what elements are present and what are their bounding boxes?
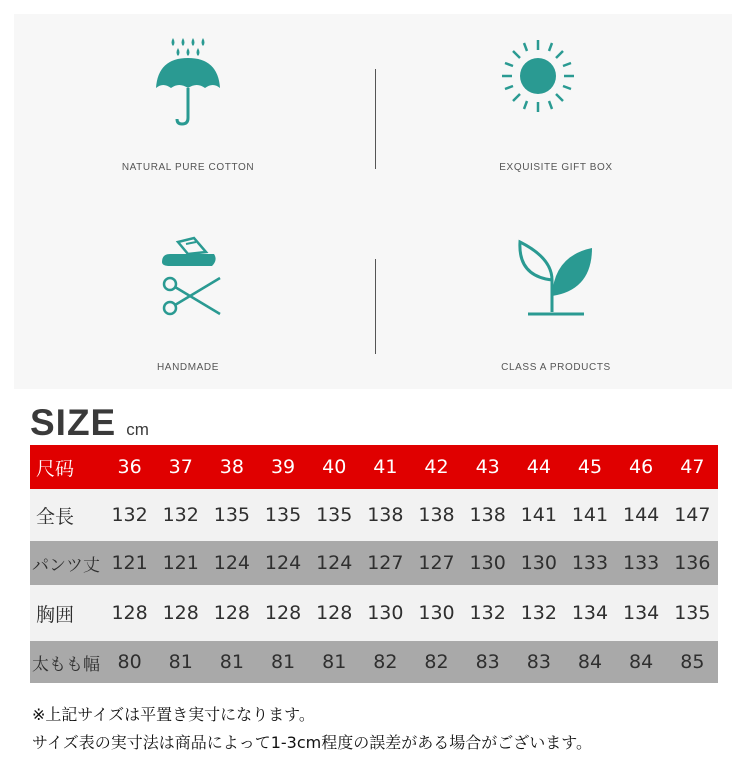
size-cell: 45 [577, 456, 603, 478]
leaf-plant-icon [426, 236, 686, 326]
row-label: 太もも幅 [32, 654, 100, 675]
table-cell: 124 [264, 552, 302, 574]
size-cell: 36 [117, 456, 142, 478]
sewing-scissors-icon [58, 236, 318, 326]
table-cell: 130 [520, 552, 557, 574]
feature-handmade [58, 236, 318, 373]
table-cell: 83 [526, 651, 551, 673]
table-cell: 141 [520, 504, 557, 526]
row-label: 胸囲 [36, 603, 75, 626]
size-unit: cm [126, 420, 149, 439]
table-cell: 133 [571, 552, 609, 574]
table-cell: 124 [316, 552, 353, 574]
size-cell: 47 [680, 456, 705, 478]
table-cell: 128 [316, 602, 353, 624]
divider [375, 259, 376, 354]
size-cell: 38 [219, 456, 244, 478]
table-cell: 82 [373, 651, 398, 673]
table-row [30, 641, 718, 683]
feature-natural-cotton [58, 36, 318, 173]
size-header-row [30, 445, 718, 489]
size-cell: 43 [475, 456, 500, 478]
size-cell: 37 [168, 456, 193, 478]
size-cell: 41 [373, 456, 398, 478]
feature-gift-box [426, 36, 686, 173]
size-title: SIZE [30, 402, 117, 443]
table-cell: 132 [469, 602, 506, 624]
table-cell: 133 [623, 552, 660, 574]
size-cell: 46 [629, 456, 654, 478]
table-cell: 81 [168, 651, 193, 673]
table-cell: 127 [418, 552, 455, 574]
size-table [30, 445, 718, 683]
table-cell: 81 [270, 651, 296, 673]
table-cell: 124 [213, 552, 251, 574]
table-cell: 134 [571, 602, 609, 624]
row-label: 尺码 [36, 457, 75, 480]
feature-label: NATURAL PURE COTTON [121, 162, 255, 173]
table-cell: 135 [264, 504, 302, 526]
table-cell: 141 [571, 504, 609, 526]
table-cell: 138 [367, 504, 404, 526]
table-row [30, 489, 718, 541]
note-line-1: ※上記サイズは平置き実寸になります。 [32, 705, 315, 724]
table-cell: 138 [469, 504, 506, 526]
table-row [30, 585, 718, 641]
table-cell: 84 [577, 651, 603, 673]
table-cell: 128 [162, 602, 199, 624]
table-cell: 84 [629, 651, 654, 673]
size-chart-title [30, 402, 149, 442]
table-cell: 135 [316, 504, 353, 526]
table-cell: 132 [520, 602, 557, 624]
feature-label: HANDMADE [156, 362, 220, 373]
table-cell: 132 [111, 504, 148, 526]
table-cell: 128 [213, 602, 251, 624]
row-label: パンツ丈 [32, 555, 100, 576]
table-cell: 121 [111, 552, 148, 574]
table-cell: 81 [322, 651, 347, 673]
table-cell: 130 [469, 552, 506, 574]
divider [375, 69, 376, 169]
note-line-2: サイズ表の実寸法は商品によって1-3cm程度の誤差がある場合がございます。 [32, 733, 592, 752]
size-cell: 39 [270, 456, 296, 478]
sun-moon-icon [426, 36, 686, 126]
feature-class-a [426, 236, 686, 373]
size-cell: 42 [424, 456, 449, 478]
table-cell: 85 [680, 651, 705, 673]
size-cell: 44 [526, 456, 551, 478]
table-cell: 132 [162, 504, 199, 526]
table-cell: 144 [623, 504, 660, 526]
table-cell: 128 [111, 602, 148, 624]
feature-label: EXQUISITE GIFT BOX [499, 162, 613, 173]
table-cell: 81 [219, 651, 244, 673]
table-cell: 128 [264, 602, 302, 624]
row-label: 全長 [36, 505, 75, 528]
size-cell: 40 [322, 456, 347, 478]
feature-label: CLASS A PRODUCTS [501, 362, 611, 373]
table-cell: 83 [475, 651, 500, 673]
table-cell: 134 [623, 602, 660, 624]
table-cell: 130 [367, 602, 404, 624]
table-cell: 82 [424, 651, 449, 673]
table-cell: 135 [213, 504, 251, 526]
table-row [30, 541, 718, 585]
table-cell: 127 [367, 552, 404, 574]
table-cell: 80 [117, 651, 142, 673]
table-cell: 147 [674, 504, 711, 526]
table-cell: 136 [674, 552, 711, 574]
table-cell: 135 [674, 602, 711, 624]
table-cell: 121 [162, 552, 199, 574]
umbrella-rain-icon [58, 36, 318, 126]
features-panel [14, 14, 732, 389]
table-cell: 130 [418, 602, 455, 624]
table-cell: 138 [418, 504, 455, 526]
